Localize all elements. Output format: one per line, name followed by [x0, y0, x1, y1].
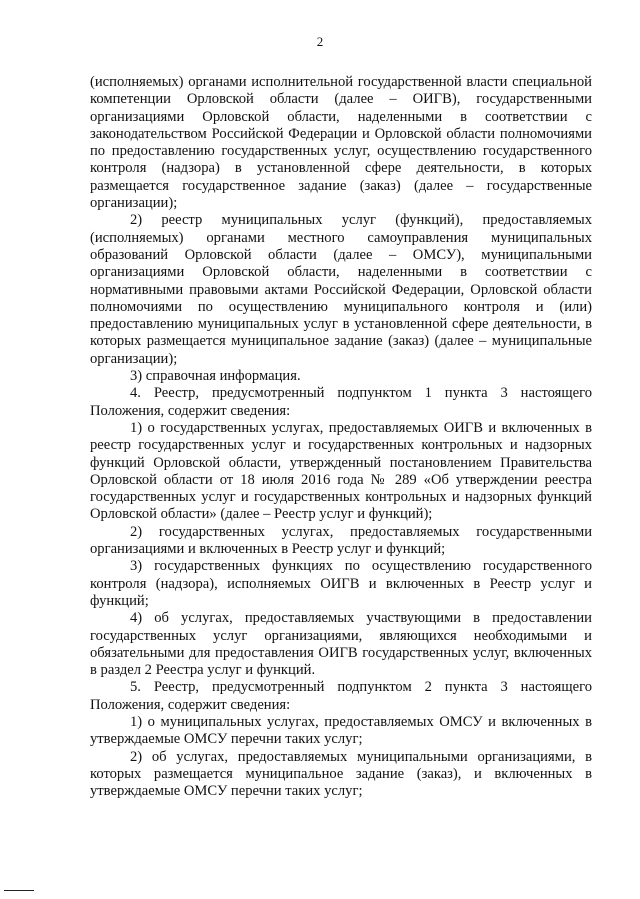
paragraph: 3) справочная информация.	[130, 368, 301, 385]
page-number: 2	[316, 34, 324, 49]
paragraph: 3) государственных функциях по осуществлению государственного контроля (надзора), исполняемых ОИГВ и включенных в Реестр услуг и функций;	[90, 558, 592, 609]
paragraph: 1) о государственных услугах, предоставляемых ОИГВ и включенных в реестр государственных услуг и государственных контрольных и надзорных функций Орловской области, утвержденный постановлением Правительства Орловской области от 18 июля 2016 года № 289 «Об утверждении реестра государственных услуг и государственных контрольных и надзорных функций Орловской области» (далее – Реестр услуг и функций);	[90, 419, 592, 523]
paragraph: 2) государственных услугах, предоставляемых государственными организациями и включенных в Реестр услуг и функций;	[90, 523, 592, 558]
paragraph: (исполняемых) органами исполнительной государственной власти специальной компетенции Орловской области (далее – ОИГВ), государственными организациями Орловской области, наделенными в соответствии с законодательством Российской Федерации и Орловской области полномочиями по предоставлению государственных услуг, осуществлению государственного контроля (надзора) в установленной сфере деятельности, в которых размещается государственное задание (заказ) (далее – государственные организации);	[90, 74, 592, 212]
footer-rule	[4, 890, 34, 891]
paragraph: 4. Реестр, предусмотренный подпунктом 1 пункта 3 настоящего Положения, содержит сведения:	[90, 385, 592, 419]
document-body	[90, 74, 592, 800]
paragraph: 5. Реестр, предусмотренный подпунктом 2 пункта 3 настоящего Положения, содержит сведения:	[90, 679, 592, 713]
paragraph: 2) реестр муниципальных услуг (функций), предоставляемых (исполняемых) органами местного самоуправления муниципальных образований Орловской области (далее – ОМСУ), муниципальными организациями Орловской области, наделенными в соответствии с нормативными правовыми актами Российской Федерации, Орловской области полномочиями по осуществлению муниципального контроля и (или) предоставлению муниципальных услуг в установленной сфере деятельности, в которых размещается муниципальное задание (заказ) (далее – муниципальные организации);	[90, 212, 592, 367]
paragraph: 4) об услугах, предоставляемых участвующими в предоставлении государственных услуг организациями, являющихся необходимыми и обязательными для предоставления ОИГВ государственных услуг, включенных в раздел 2 Реестра услуг и функций.	[90, 610, 592, 679]
paragraph: 1) о муниципальных услугах, предоставляемых ОМСУ и включенных в утверждаемые ОМСУ перечни таких услуг;	[90, 713, 592, 748]
paragraph: 2) об услугах, предоставляемых муниципальными организациями, в которых размещается муниципальное задание (заказ), и включенных в утверждаемые ОМСУ перечни таких услуг;	[90, 748, 592, 800]
